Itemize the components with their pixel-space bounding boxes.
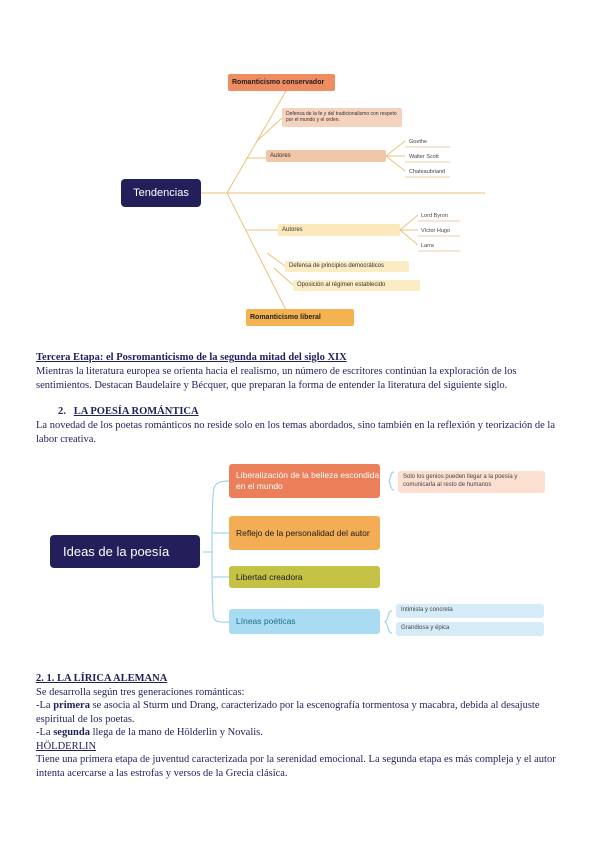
poesia-title: LA POESÍA ROMÁNTICA (73, 406, 199, 417)
idea-libertad: Libertad creadora (229, 566, 380, 588)
lirica-alemana-line3 (36, 726, 572, 740)
author-victor-hugo: Víctor Hugo (421, 228, 451, 234)
section-posromanticismo-heading: Tercera Etapa: el Posromanticismo de la segunda mitad del siglo XIX (36, 352, 347, 363)
author-walter-scott: Walter Scott (409, 154, 439, 160)
lineas-intimista: Intimista y concreta (396, 604, 544, 618)
author-goethe: Goethe (409, 139, 428, 145)
line3-pre: -La (36, 727, 54, 738)
conservador-note: Defensa de la fe y del tradicionalismo con respeto por el mundo y el orden. (282, 108, 402, 127)
idea-liberalizacion: Liberalización de la belleza escondida en el mundo (229, 464, 380, 498)
liberal-note-2: Oposición al régimen establecido (293, 280, 420, 291)
lirica-alemana-line2 (36, 699, 572, 726)
ideas-root: Ideas de la poesía (50, 535, 200, 568)
conservador-node: Romanticismo conservador (228, 74, 335, 91)
idea-lineas: Líneas poéticas (229, 609, 380, 634)
line3-post: llega de la mano de Hölderlin y Novalis. (89, 727, 263, 738)
line3-bold: segunda (53, 727, 90, 738)
liberal-note-1: Defensa de principios democráticos (285, 261, 409, 272)
conservador-autores: Autores (266, 150, 386, 162)
idea-liberalizacion-note: Solo los genios pueden llegar a la poesía y comunicarla al resto de humanos (398, 471, 545, 493)
poesia-body: La novedad de los poetas románticos no reside solo en los temas abordados, sino también en la reflexión y teorización de la labor creativa. (36, 420, 556, 445)
author-chateaubriand: Chateaubriand (409, 169, 446, 175)
idea-reflejo: Reflejo de la personalidad del autor (229, 516, 380, 550)
lineas-grandiosa: Grandiosa y épica (396, 622, 544, 636)
tendencias-root: Tendencias (121, 179, 201, 207)
line2-post: se asocia al Sturm und Drang, caracterizado por la escenografía tormentosa y macabra, debida al desajuste espiritual de los poetas. (36, 700, 540, 725)
holderlin-heading: HÖLDERLIN (36, 741, 97, 752)
line2-bold: primera (53, 700, 90, 711)
section-posromanticismo-body: Mientras la literatura europea se orienta hacia el realismo, un número de escritores continúan la exploración de los sentimientos. Destacan Baudelaire y Bécquer, que preparan la forma de entender la literatura del siguiente siglo. (36, 366, 517, 391)
author-lord-byron: Lord Byron (421, 213, 448, 219)
holderlin-body: Tiene una primera etapa de juventud caracterizada por la serenidad emocional. La segunda etapa es más compleja y el autor intenta acercarse a las estrofas y versos de la Grecia clásica. (36, 754, 556, 779)
line2-pre: -La (36, 700, 54, 711)
liberal-autores: Autores (278, 224, 400, 236)
poesia-number: 2. (58, 406, 66, 417)
lirica-alemana-line1: Se desarrolla según tres generaciones románticas: (36, 687, 245, 698)
author-larra: Larra (421, 243, 434, 249)
liberal-node: Romanticismo liberal (246, 309, 354, 326)
lirica-alemana-heading: 2. 1. LA LÍRICA ALEMANA (36, 673, 168, 684)
